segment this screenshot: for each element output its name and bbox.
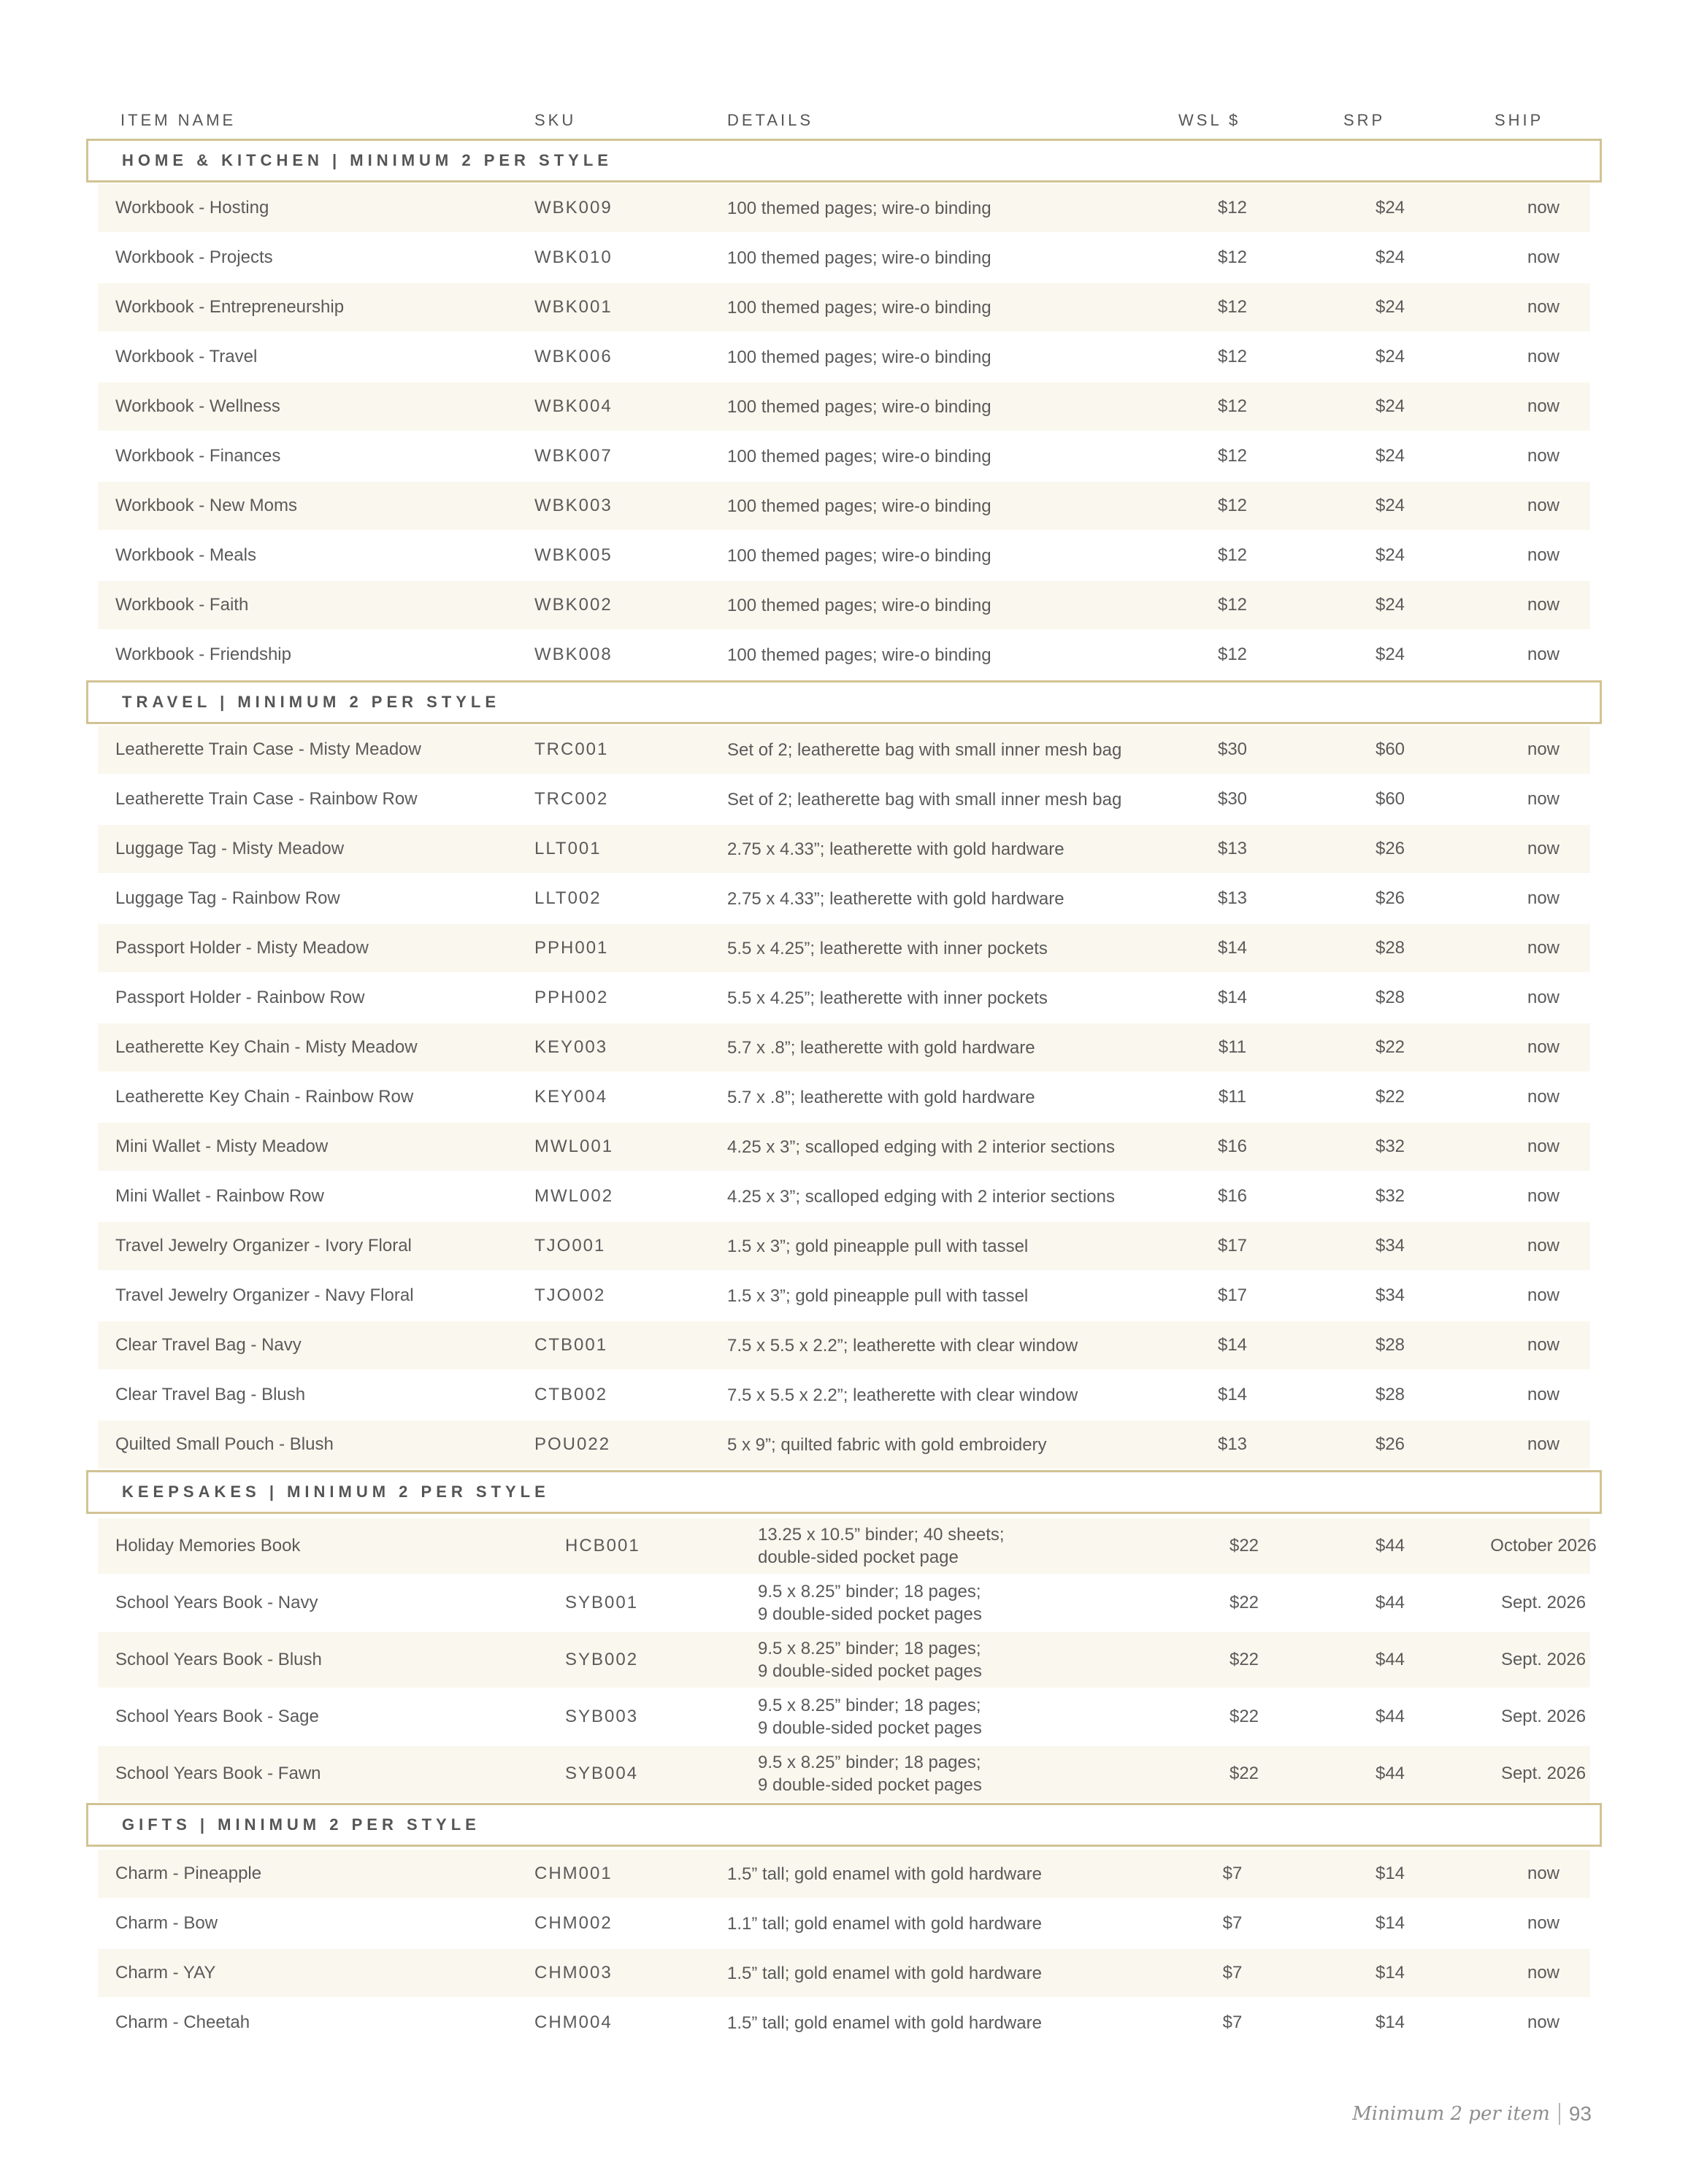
item-srp-price: $26 xyxy=(1375,888,1405,908)
item-sku: WBK004 xyxy=(534,396,613,416)
item-wsl-price: $22 xyxy=(1229,1593,1259,1612)
item-ship: now xyxy=(1527,496,1560,515)
item-sku: TJO001 xyxy=(534,1236,606,1256)
item-wsl-price: $11 xyxy=(1218,1037,1247,1057)
item-details: 5.5 x 4.25”; leatherette with inner pockets xyxy=(727,988,1048,1008)
item-name: Workbook - New Moms xyxy=(115,496,297,515)
item-name: Workbook - Travel xyxy=(115,347,258,366)
section-header-home-kitchen: HOME & KITCHEN | MINIMUM 2 PER STYLE xyxy=(86,139,1602,182)
item-name: Workbook - Finances xyxy=(115,446,281,466)
item-wsl-price: $7 xyxy=(1222,2012,1243,2032)
item-sku: KEY004 xyxy=(534,1087,608,1107)
item-ship: now xyxy=(1527,545,1560,565)
item-srp-price: $24 xyxy=(1375,545,1405,565)
item-wsl-price: $14 xyxy=(1217,938,1248,958)
item-sku: LLT001 xyxy=(534,839,602,858)
item-details-line-2: 9 double-sided pocket pages xyxy=(758,1604,982,1624)
table-row xyxy=(98,1899,1590,1947)
item-ship: Sept. 2026 xyxy=(1500,1707,1587,1726)
item-wsl-price: $13 xyxy=(1217,839,1248,858)
item-wsl-price: $30 xyxy=(1217,739,1248,759)
table-row xyxy=(98,234,1590,282)
item-srp-price: $24 xyxy=(1375,297,1405,317)
table-row xyxy=(98,924,1590,972)
item-srp-price: $28 xyxy=(1375,1385,1405,1404)
item-srp-price: $28 xyxy=(1375,988,1405,1007)
item-srp-price: $44 xyxy=(1375,1764,1405,1783)
table-row xyxy=(98,1073,1590,1121)
item-sku: SYB003 xyxy=(565,1707,639,1726)
item-name: Workbook - Faith xyxy=(115,595,249,615)
item-wsl-price: $22 xyxy=(1229,1707,1259,1726)
item-wsl-price: $14 xyxy=(1217,988,1248,1007)
table-row xyxy=(98,1272,1590,1320)
item-details: 2.75 x 4.33”; leatherette with gold hardware xyxy=(727,888,1064,909)
item-sku: CTB002 xyxy=(534,1385,608,1404)
item-ship: now xyxy=(1527,789,1560,809)
item-sku: WBK001 xyxy=(534,297,613,317)
item-details: 1.5 x 3”; gold pineapple pull with tassel xyxy=(727,1236,1029,1256)
item-srp-price: $60 xyxy=(1375,789,1405,809)
item-name: School Years Book - Fawn xyxy=(115,1764,321,1783)
table-row xyxy=(98,1689,1590,1745)
table-row xyxy=(98,1321,1590,1369)
item-sku: WBK009 xyxy=(534,198,613,218)
item-ship: now xyxy=(1527,1285,1560,1305)
table-row xyxy=(98,1420,1590,1469)
table-row xyxy=(98,382,1590,431)
item-name: Mini Wallet - Misty Meadow xyxy=(115,1137,329,1156)
item-srp-price: $24 xyxy=(1375,496,1405,515)
table-row xyxy=(98,432,1590,480)
item-ship: Sept. 2026 xyxy=(1500,1650,1587,1669)
table-row xyxy=(98,531,1590,580)
item-wsl-price: $13 xyxy=(1217,1434,1248,1454)
item-name: Travel Jewelry Organizer - Ivory Floral xyxy=(115,1236,412,1256)
item-wsl-price: $12 xyxy=(1217,347,1248,366)
item-srp-price: $44 xyxy=(1375,1593,1405,1612)
section-header-gifts: GIFTS | MINIMUM 2 PER STYLE xyxy=(86,1803,1602,1847)
item-wsl-price: $14 xyxy=(1217,1335,1248,1355)
item-name: Workbook - Meals xyxy=(115,545,256,565)
item-name: Mini Wallet - Rainbow Row xyxy=(115,1186,324,1206)
item-details-line-1: 9.5 x 8.25” binder; 18 pages; xyxy=(758,1582,981,1602)
item-srp-price: $28 xyxy=(1375,938,1405,958)
item-srp-price: $26 xyxy=(1375,1434,1405,1454)
item-ship: now xyxy=(1527,1087,1560,1107)
item-details-line-2: 9 double-sided pocket pages xyxy=(758,1718,982,1738)
item-sku: MWL001 xyxy=(534,1137,614,1156)
column-header-wsl: WSL $ xyxy=(1178,111,1241,129)
item-details-line-1: 13.25 x 10.5” binder; 40 sheets; xyxy=(758,1525,1005,1545)
item-sku: PPH002 xyxy=(534,988,609,1007)
table-row xyxy=(98,1371,1590,1419)
item-srp-price: $26 xyxy=(1375,839,1405,858)
item-ship: now xyxy=(1527,1236,1560,1256)
item-details: 1.5” tall; gold enamel with gold hardware xyxy=(727,2012,1042,2033)
item-ship: Sept. 2026 xyxy=(1500,1593,1587,1612)
table-row xyxy=(98,631,1590,679)
item-sku: PPH001 xyxy=(534,938,609,958)
item-details: 100 themed pages; wire-o binding xyxy=(727,347,991,367)
item-ship: now xyxy=(1527,1137,1560,1156)
item-ship: now xyxy=(1527,1434,1560,1454)
item-details: Set of 2; leatherette bag with small inner mesh bag xyxy=(727,789,1122,810)
item-name: School Years Book - Blush xyxy=(115,1650,322,1669)
item-details: 100 themed pages; wire-o binding xyxy=(727,645,991,665)
item-sku: WBK007 xyxy=(534,446,613,466)
column-header-srp: SRP xyxy=(1343,111,1386,129)
item-wsl-price: $12 xyxy=(1217,198,1248,218)
table-row xyxy=(98,1123,1590,1171)
item-sku: CTB001 xyxy=(534,1335,608,1355)
item-details-line-2: 9 double-sided pocket pages xyxy=(758,1661,982,1681)
column-header-item-name: ITEM NAME xyxy=(120,111,237,129)
item-name: Workbook - Wellness xyxy=(115,396,280,416)
table-row xyxy=(98,482,1590,530)
table-row xyxy=(98,726,1590,774)
item-wsl-price: $22 xyxy=(1229,1536,1259,1556)
item-sku: MWL002 xyxy=(534,1186,614,1206)
item-details: 100 themed pages; wire-o binding xyxy=(727,595,991,615)
item-wsl-price: $12 xyxy=(1217,297,1248,317)
item-details: 5.5 x 4.25”; leatherette with inner pockets xyxy=(727,938,1048,958)
item-details: 5 x 9”; quilted fabric with gold embroidery xyxy=(727,1434,1047,1455)
item-details: 100 themed pages; wire-o binding xyxy=(727,545,991,566)
item-srp-price: $14 xyxy=(1375,1864,1405,1883)
item-ship: now xyxy=(1527,2012,1560,2032)
item-details-line-1: 9.5 x 8.25” binder; 18 pages; xyxy=(758,1696,981,1715)
item-ship: now xyxy=(1527,1963,1560,1983)
item-wsl-price: $12 xyxy=(1217,247,1248,267)
item-wsl-price: $7 xyxy=(1222,1913,1243,1933)
item-name: Quilted Small Pouch - Blush xyxy=(115,1434,334,1454)
item-sku: TJO002 xyxy=(534,1285,606,1305)
item-srp-price: $24 xyxy=(1375,198,1405,218)
item-srp-price: $60 xyxy=(1375,739,1405,759)
item-name: Holiday Memories Book xyxy=(115,1536,301,1556)
item-details: 7.5 x 5.5 x 2.2”; leatherette with clear window xyxy=(727,1385,1078,1405)
item-ship: now xyxy=(1527,839,1560,858)
item-name: Workbook - Entrepreneurship xyxy=(115,297,345,317)
item-wsl-price: $12 xyxy=(1217,496,1248,515)
item-details-line-2: double-sided pocket page xyxy=(758,1547,959,1567)
item-ship: now xyxy=(1527,1913,1560,1933)
item-sku: WBK005 xyxy=(534,545,613,565)
table-row xyxy=(98,184,1590,232)
footer-divider xyxy=(1559,2103,1560,2125)
item-details: 1.1” tall; gold enamel with gold hardware xyxy=(727,1913,1042,1934)
item-sku: CHM001 xyxy=(534,1864,613,1883)
item-details: 7.5 x 5.5 x 2.2”; leatherette with clear window xyxy=(727,1335,1078,1356)
item-ship: now xyxy=(1527,297,1560,317)
item-srp-price: $22 xyxy=(1375,1037,1405,1057)
item-details: 100 themed pages; wire-o binding xyxy=(727,396,991,417)
item-srp-price: $24 xyxy=(1375,396,1405,416)
item-name: Workbook - Hosting xyxy=(115,198,269,218)
item-details: 100 themed pages; wire-o binding xyxy=(727,496,991,516)
item-sku: HCB001 xyxy=(565,1536,640,1556)
table-row xyxy=(98,1850,1590,1898)
item-sku: WBK006 xyxy=(534,347,613,366)
item-details-line-1: 9.5 x 8.25” binder; 18 pages; xyxy=(758,1639,981,1658)
item-wsl-price: $7 xyxy=(1222,1864,1243,1883)
table-row xyxy=(98,1172,1590,1220)
item-wsl-price: $17 xyxy=(1217,1236,1248,1256)
item-name: Charm - Pineapple xyxy=(115,1864,262,1883)
item-wsl-price: $22 xyxy=(1229,1650,1259,1669)
item-wsl-price: $17 xyxy=(1217,1285,1248,1305)
item-srp-price: $44 xyxy=(1375,1707,1405,1726)
item-name: Leatherette Train Case - Rainbow Row xyxy=(115,789,418,809)
item-details: 4.25 x 3”; scalloped edging with 2 interior sections xyxy=(727,1186,1115,1207)
item-ship: now xyxy=(1527,198,1560,218)
item-srp-price: $34 xyxy=(1375,1285,1405,1305)
table-row xyxy=(98,1949,1590,1997)
table-row xyxy=(98,333,1590,381)
table-row xyxy=(98,1999,1590,2047)
item-sku: WBK002 xyxy=(534,595,613,615)
item-wsl-price: $11 xyxy=(1218,1087,1247,1107)
item-details: Set of 2; leatherette bag with small inner mesh bag xyxy=(727,739,1122,760)
item-details: 100 themed pages; wire-o binding xyxy=(727,247,991,268)
item-sku: TRC001 xyxy=(534,739,609,759)
item-sku: SYB001 xyxy=(565,1593,639,1612)
item-ship: Sept. 2026 xyxy=(1500,1764,1587,1783)
section-header-travel: TRAVEL | MINIMUM 2 PER STYLE xyxy=(86,680,1602,724)
section-header-keepsakes: KEEPSAKES | MINIMUM 2 PER STYLE xyxy=(86,1470,1602,1514)
item-ship: now xyxy=(1527,645,1560,664)
item-name: Travel Jewelry Organizer - Navy Floral xyxy=(115,1285,414,1305)
item-details: 1.5 x 3”; gold pineapple pull with tassel xyxy=(727,1285,1029,1306)
item-srp-price: $24 xyxy=(1375,595,1405,615)
item-sku: CHM004 xyxy=(534,2012,613,2032)
item-wsl-price: $14 xyxy=(1217,1385,1248,1404)
table-row xyxy=(98,974,1590,1022)
item-sku: LLT002 xyxy=(534,888,602,908)
item-ship: now xyxy=(1527,1864,1560,1883)
item-details: 5.7 x .8”; leatherette with gold hardware xyxy=(727,1037,1035,1058)
table-row xyxy=(98,1746,1590,1802)
item-wsl-price: $16 xyxy=(1217,1186,1248,1206)
item-details: 100 themed pages; wire-o binding xyxy=(727,446,991,466)
item-wsl-price: $7 xyxy=(1222,1963,1243,1983)
item-ship: now xyxy=(1527,1335,1560,1355)
table-row xyxy=(98,775,1590,823)
item-details: 100 themed pages; wire-o binding xyxy=(727,297,991,318)
item-name: Clear Travel Bag - Navy xyxy=(115,1335,302,1355)
item-ship: now xyxy=(1527,1186,1560,1206)
item-ship: now xyxy=(1527,396,1560,416)
item-name: Leatherette Key Chain - Rainbow Row xyxy=(115,1087,414,1107)
item-ship: now xyxy=(1527,1385,1560,1404)
column-header-details: DETAILS xyxy=(727,111,814,129)
item-name: School Years Book - Navy xyxy=(115,1593,318,1612)
item-wsl-price: $12 xyxy=(1217,545,1248,565)
table-row xyxy=(98,1518,1597,1574)
item-srp-price: $28 xyxy=(1375,1335,1405,1355)
item-sku: CHM002 xyxy=(534,1913,613,1933)
table-row xyxy=(98,1222,1590,1270)
item-srp-price: $44 xyxy=(1375,1650,1405,1669)
item-name: Luggage Tag - Rainbow Row xyxy=(115,888,340,908)
item-wsl-price: $13 xyxy=(1217,888,1248,908)
item-wsl-price: $30 xyxy=(1217,789,1248,809)
item-ship: now xyxy=(1527,595,1560,615)
item-name: Leatherette Train Case - Misty Meadow xyxy=(115,739,421,759)
item-name: Workbook - Projects xyxy=(115,247,273,267)
item-sku: WBK010 xyxy=(534,247,613,267)
item-wsl-price: $12 xyxy=(1217,396,1248,416)
item-sku: SYB002 xyxy=(565,1650,639,1669)
item-sku: KEY003 xyxy=(534,1037,608,1057)
item-sku: POU022 xyxy=(534,1434,611,1454)
item-ship: now xyxy=(1527,988,1560,1007)
item-srp-price: $14 xyxy=(1375,1913,1405,1933)
item-sku: SYB004 xyxy=(565,1764,639,1783)
item-srp-price: $14 xyxy=(1375,1963,1405,1983)
item-ship: now xyxy=(1527,888,1560,908)
item-name: Workbook - Friendship xyxy=(115,645,291,664)
column-header-sku: SKU xyxy=(534,111,577,129)
table-row xyxy=(98,283,1590,331)
footer-text: Minimum 2 per item xyxy=(1352,2103,1550,2125)
table-row xyxy=(98,581,1590,629)
item-srp-price: $44 xyxy=(1375,1536,1405,1556)
table-row xyxy=(98,825,1590,873)
item-srp-price: $34 xyxy=(1375,1236,1405,1256)
item-ship: now xyxy=(1527,739,1560,759)
item-wsl-price: $12 xyxy=(1217,595,1248,615)
item-details: 5.7 x .8”; leatherette with gold hardware xyxy=(727,1087,1035,1107)
item-details-line-1: 9.5 x 8.25” binder; 18 pages; xyxy=(758,1753,981,1772)
item-details: 1.5” tall; gold enamel with gold hardware xyxy=(727,1963,1042,1983)
item-name: Charm - YAY xyxy=(115,1963,216,1983)
item-name: Passport Holder - Rainbow Row xyxy=(115,988,365,1007)
item-ship: now xyxy=(1527,347,1560,366)
item-srp-price: $32 xyxy=(1375,1137,1405,1156)
item-srp-price: $14 xyxy=(1375,2012,1405,2032)
item-srp-price: $22 xyxy=(1375,1087,1405,1107)
item-name: Luggage Tag - Misty Meadow xyxy=(115,839,345,858)
item-srp-price: $24 xyxy=(1375,645,1405,664)
item-wsl-price: $22 xyxy=(1229,1764,1259,1783)
item-sku: WBK008 xyxy=(534,645,613,664)
item-ship: now xyxy=(1527,1037,1560,1057)
item-details-line-2: 9 double-sided pocket pages xyxy=(758,1775,982,1795)
item-ship: now xyxy=(1527,446,1560,466)
item-name: Leatherette Key Chain - Misty Meadow xyxy=(115,1037,418,1057)
table-row xyxy=(98,1632,1590,1688)
item-sku: WBK003 xyxy=(534,496,613,515)
item-details: 100 themed pages; wire-o binding xyxy=(727,198,991,218)
item-wsl-price: $16 xyxy=(1217,1137,1248,1156)
table-row xyxy=(98,1575,1590,1631)
item-name: Charm - Cheetah xyxy=(115,2012,250,2032)
item-name: Charm - Bow xyxy=(115,1913,218,1933)
item-srp-price: $32 xyxy=(1375,1186,1405,1206)
item-sku: TRC002 xyxy=(534,789,609,809)
item-name: Passport Holder - Misty Meadow xyxy=(115,938,369,958)
item-name: School Years Book - Sage xyxy=(115,1707,319,1726)
column-header-ship: SHIP xyxy=(1495,111,1544,129)
item-details: 4.25 x 3”; scalloped edging with 2 interior sections xyxy=(727,1137,1115,1157)
item-details: 1.5” tall; gold enamel with gold hardware xyxy=(727,1864,1042,1884)
item-wsl-price: $12 xyxy=(1217,645,1248,664)
item-srp-price: $24 xyxy=(1375,446,1405,466)
item-ship: now xyxy=(1527,247,1560,267)
item-name: Clear Travel Bag - Blush xyxy=(115,1385,306,1404)
table-row xyxy=(98,874,1590,923)
page-footer xyxy=(1241,2099,1592,2129)
item-details: 2.75 x 4.33”; leatherette with gold hardware xyxy=(727,839,1064,859)
item-sku: CHM003 xyxy=(534,1963,613,1983)
item-wsl-price: $12 xyxy=(1217,446,1248,466)
item-ship: now xyxy=(1527,938,1560,958)
item-srp-price: $24 xyxy=(1375,347,1405,366)
item-srp-price: $24 xyxy=(1375,247,1405,267)
item-ship: October 2026 xyxy=(1490,1536,1597,1556)
table-row xyxy=(98,1023,1590,1072)
page-number: 93 xyxy=(1568,2102,1592,2125)
